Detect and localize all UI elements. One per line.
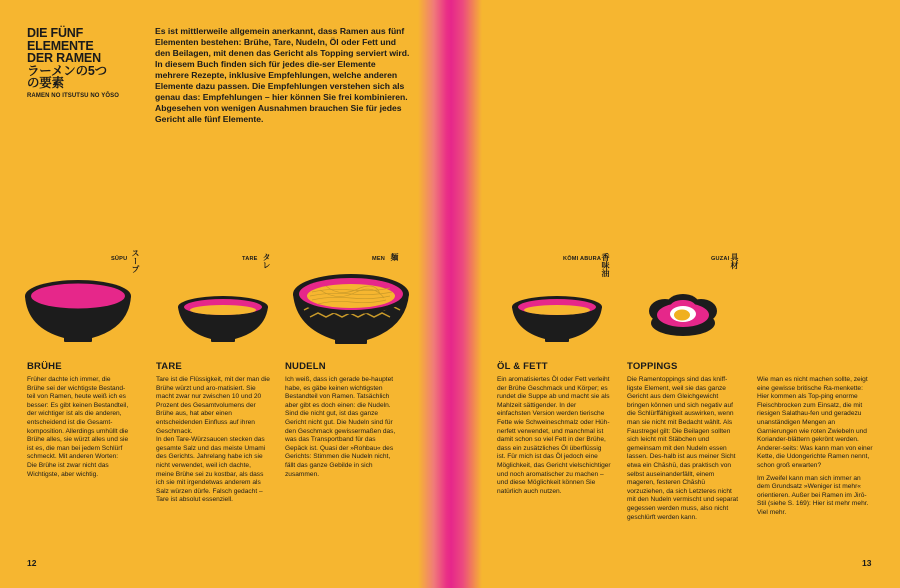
heading-nudeln: NUDELN xyxy=(285,361,326,372)
label-men: MEN xyxy=(372,256,386,262)
column-oel: Ein aromatisiertes Öl oder Fett verleiht der Brühe Geschmack und Körper; es rundet die Suppe ab und macht sie als Mahlzeit sättigender. In der einfachsten Version werden tierische Fette wie Schweineschmalz oder Hüh-nerfett verwendet, und manchmal ist damit schon so viel Fett in der Brühe, dass ein zusätzliches Öl überflüssig ist. Für mich ist das Öl jedoch eine Möglichkeit, das Gericht vielschichtiger und noch aromatischer zu machen – und diese Möglichkeit können Sie natürlich auch nutzen. xyxy=(497,376,611,495)
page-number-right: 13 xyxy=(862,558,872,568)
column-extra: Wie man es nicht machen sollte, zeigt eine gewisse britische Ra-menkette: Hier kommen als Top-ping enorme Fleischbrocken zum Einsatz, die mit riesigen Salathau-fen und geradezu unanständigen Mengen an Garnierungen wie roten Zwiebeln und Koriander-blättern gekrönt werden. Anderer-seits: Was kann man von einer Kette, die Udongerichte Ramen nennt, schon groß erwarten? Im Zweifel kann man sich immer an dem Grundsatz »Weniger ist mehr« orientieren. Außer bei Ramen im Jirō-Stil (siehe S. 169): Hier ist mehr mehr. Viel mehr. xyxy=(757,376,873,516)
label-men-jp: 麺 xyxy=(390,253,399,261)
page-number-left: 12 xyxy=(27,558,37,568)
label-guzai-jp: 具材 xyxy=(730,253,739,269)
toppings-icon xyxy=(645,293,721,341)
label-guzai: GUZAI xyxy=(711,256,730,262)
heading-toppings: TOPPINGS xyxy=(627,361,678,372)
label-tare: TARE xyxy=(242,256,258,262)
intro-paragraph: Es ist mittlerweile allgemein anerkannt, dass Ramen aus fünf Elementen bestehen: Brühe, Tare, Nudeln, Öl oder Fett und den Beilagen, mit denen das Gericht als Topping serviert wird. In diesem Buch finden sich für jedes die-ser Elemente mehrere Rezepte, inklusive Empfehlungen, welche anderen Elemente dazu passen. Die Empfehlungen verstehen sich als genau das: Empfehlungen – hier können Sie frei kombinieren. Abgesehen von wenigen Ausnahmen brauchen Sie für jedes Gericht alle fünf Elemente. xyxy=(155,26,410,124)
heading-bruehe: BRÜHE xyxy=(27,361,62,372)
label-supu: SŪPU xyxy=(111,256,128,262)
label-supu-jp: スープ xyxy=(131,249,140,273)
oel-bowl-icon xyxy=(509,293,605,345)
page-title: DIE FÜNF ELEMENTE DER RAMEN ラーメンの5つ の要素 xyxy=(27,26,107,90)
heading-tare: TARE xyxy=(156,361,182,372)
tare-bowl-icon xyxy=(175,293,271,345)
column-tare: Tare ist die Flüssigkeit, mit der man die Brühe würzt und aro-matisiert. Sie macht zwar nur zwischen 10 und 20 Prozent des Gesamtvolumens der Brühe aus, hat aber einen entscheidenden Einfluss auf ihren Geschmack. In den Tare-Würzsaucen stecken das gesamte Salz und das meiste Umami des Gerichts. Jahrelang habe ich sie nicht verwendet, weil ich dachte, meine Brühe sei zu kostbar, als dass ich sie mit irgendetwas anderem als Salz würzen dürfe. Falsch gedacht – Tare ist absolut essenziell. xyxy=(156,376,270,504)
label-komi: KŌMI ABURA xyxy=(563,256,602,262)
column-nudeln: Ich weiß, dass ich gerade be-hauptet habe, es gäbe keinen wichtigsten Bestandteil von Ramen. Tatsächlich aber gibt es doch einen: die Nudeln. Sind die nicht gut, ist das ganze Gericht nicht gut. Die Nudeln sind für den Geschmack gewissermaßen das, was das Transportband für das Gepäck ist. Quasi der »Rohbau« des Gerichts: Stimmen die Nudeln nicht, fällt das ganze Gebilde in sich zusammen. xyxy=(285,376,396,478)
column-toppings: Die Ramentoppings sind das kniff-ligste Element, weil sie das ganze Gericht aus dem Gleichgewicht bringen können und sich negativ auf die Schlürffähigkeit auswirken, wenn man sie nicht mit Bedacht wählt. Als Faustregel gilt: Die Beilagen sollten sich leicht mit Stäbchen und gemeinsam mit den Nudeln essen lassen. Des-halb ist aus meiner Sicht etwa ein Chāshū, das praktisch von selbst auseinanderfällt, einem mageren, festeren Chāshū vorzuziehen, da sich Letzteres nicht mit den Nudeln vermischt und separat gegessen werden muss, also nicht geschlürft werden kann. xyxy=(627,376,739,521)
bruehe-bowl-icon xyxy=(22,276,134,346)
label-komi-jp: 香味油 xyxy=(601,253,610,277)
column-bruehe: Früher dachte ich immer, die Brühe sei der wichtigste Bestand-teil von Ramen, heute weiß ich es besser: Es gibt keinen Bestandteil, der wichtiger ist als die anderen, entscheidend ist die Gesamt-komposition. Allerdings umhüllt die Brühe alles, sie würzt alles und sie ist es, die man bei jedem Schlürf schmeckt. Mit anderen Worten: Die Brühe ist zwar nicht das Wichtigste, aber wichtig. xyxy=(27,376,129,478)
label-tare-jp: タレ xyxy=(262,253,271,269)
heading-oel: ÖL & FETT xyxy=(497,361,548,372)
gutter-gradient xyxy=(418,0,482,588)
nudeln-bowl-icon xyxy=(290,270,412,348)
page-subtitle: RAMEN NO ITSUTSU NO YŌSO xyxy=(27,93,119,99)
